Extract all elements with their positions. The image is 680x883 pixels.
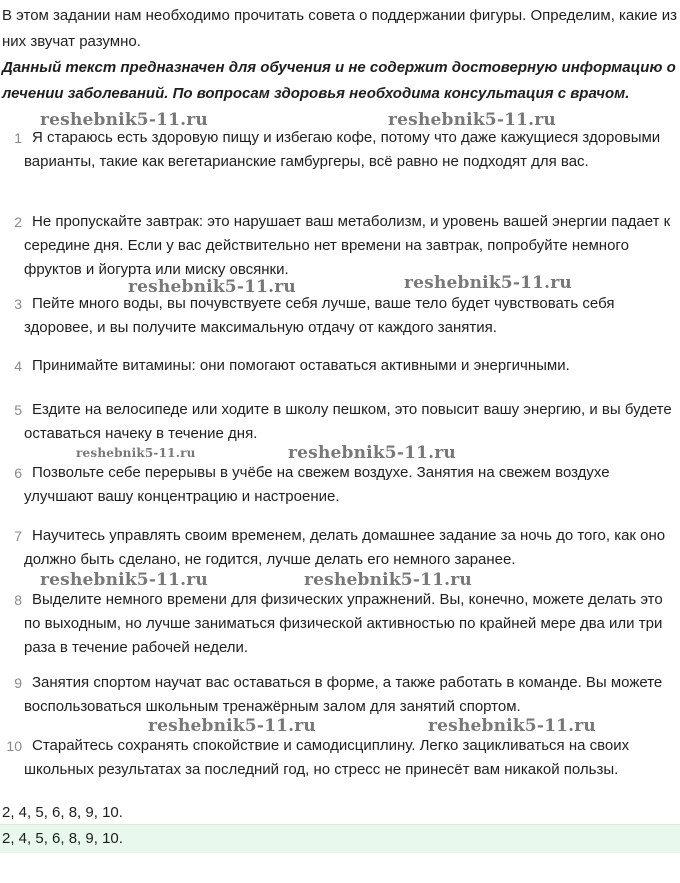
tip-number: 2 (14, 214, 22, 230)
watermark: reshebnik5-11.ru (40, 110, 208, 130)
tip-item (14, 524, 674, 572)
watermark: reshebnik5-11.ru (388, 110, 556, 130)
tip-text: Я стараюсь есть здоровую пищу и избегаю кофе, потому что даже кажущиеся здоровыми варианты, такие как вегетарианские гамбургеры, всё равно не подходят для вас. (24, 129, 661, 170)
tip-text: Пейте много воды, вы почувствуете себя лучше, ваше тело будет чувствовать себя здоровее, и вы получите максимальную отдачу от каждого занятия. (24, 295, 615, 336)
tip-item (14, 210, 674, 282)
watermark: reshebnik5-11.ru (76, 446, 196, 460)
disclaimer-text: Данный текст предназначен для обучения и не содержит достоверную информацию о лечении заболеваний. По вопросам здоровья необходима консультация с врачом. (2, 59, 676, 102)
tip-number: 3 (14, 296, 22, 312)
answer-highlight-box (0, 824, 680, 853)
tip-text: Научитесь управлять своим временем, делать домашнее задание за ночь до того, как оно должно быть сделано, не годится, лучше делать его немного заранее. (24, 527, 666, 568)
tip-item (14, 461, 674, 509)
tip-item (14, 588, 674, 660)
tip-item (14, 398, 674, 446)
tip-text: Ездите на велосипеде или ходите в школу пешком, это повысит вашу энергию, и вы будете оставаться начеку в течение дня. (24, 401, 672, 442)
tip-item (14, 292, 674, 340)
tip-number: 7 (14, 528, 22, 544)
tip-text: Не пропускайте завтрак: это нарушает ваш метаболизм, и уровень вашей энергии падает к середине дня. Если у вас действительно нет времени на завтрак, попробуйте немного фруктов и йогурта или миску овсянки. (24, 213, 671, 278)
tip-number: 6 (14, 465, 22, 481)
tip-number: 8 (14, 592, 22, 608)
tip-number: 4 (14, 358, 22, 374)
tip-text: Позвольте себе перерывы в учёбе на свежем воздухе. Занятия на свежем воздухе улучшают вашу концентрацию и настроение. (24, 464, 610, 505)
watermark: reshebnik5-11.ru (288, 443, 456, 463)
watermark: reshebnik5-11.ru (304, 570, 472, 590)
watermark: reshebnik5-11.ru (148, 716, 316, 736)
tip-text: Занятия спортом научат вас оставаться в форме, а также работать в команде. Вы можете воспользоваться школьным тренажёрным залом для занятий спортом. (24, 674, 663, 715)
tip-item (14, 354, 674, 378)
tip-number: 9 (14, 675, 22, 691)
watermark: reshebnik5-11.ru (428, 716, 596, 736)
answer-text: 2, 4, 5, 6, 8, 9, 10. (2, 804, 123, 821)
tip-number: 1 (14, 130, 22, 146)
tip-item (14, 671, 674, 719)
answer-highlight-text: 2, 4, 5, 6, 8, 9, 10. (2, 830, 123, 847)
tip-number: 10 (6, 738, 22, 754)
tip-text: Выделите немного времени для физических упражнений. Вы, конечно, можете делать это по выходным, но лучше заниматься физической активностью по крайней мере два или три раза в течение рабочей недели. (24, 591, 663, 656)
intro-text: В этом задании нам необходимо прочитать совета о поддержании фигуры. Определим, какие из них звучат разумно. (2, 7, 677, 50)
watermark: reshebnik5-11.ru (40, 570, 208, 590)
watermark: reshebnik5-11.ru (128, 277, 296, 297)
tip-text: Принимайте витамины: они помогают оставаться активными и энергичными. (32, 357, 570, 374)
tip-item (6, 734, 674, 782)
tip-number: 5 (14, 402, 22, 418)
tip-text: Старайтесь сохранять спокойствие и самодисциплину. Легко зацикливаться на своих школьных результатах за последний год, но стресс не принесёт вам никакой пользы. (24, 737, 630, 778)
watermark: reshebnik5-11.ru (404, 273, 572, 293)
tip-item (14, 126, 674, 174)
